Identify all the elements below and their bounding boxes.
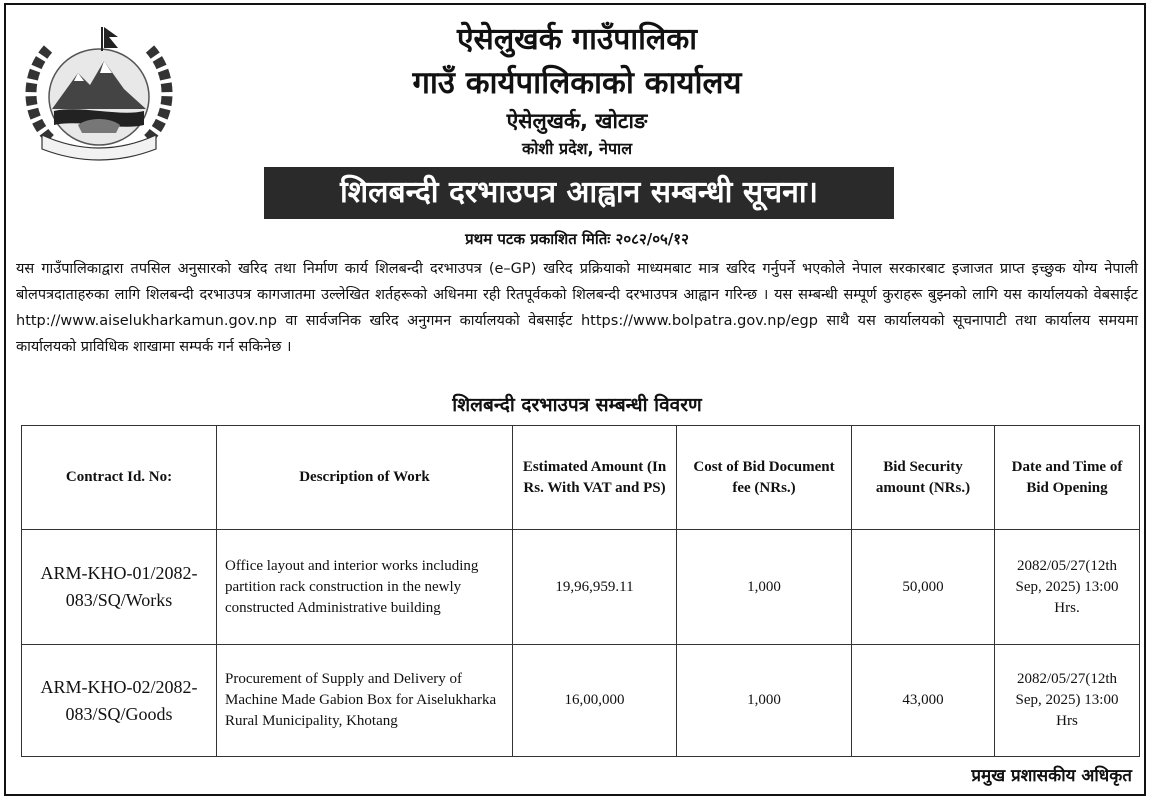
- header-document-fee: Cost of Bid Document fee (NRs.): [677, 426, 852, 530]
- document-fee: 1,000: [677, 530, 852, 645]
- office-location: ऐसेलुखर्क, खोटाङ: [506, 109, 648, 133]
- signature-title: प्रमुख प्रशासकीय अधिकृत: [971, 766, 1132, 786]
- contract-id: ARM-KHO-02/2082-083/SQ/Goods: [22, 645, 217, 757]
- estimated-amount: 16,00,000: [513, 645, 677, 757]
- bid-opening: 2082/05/27(12th Sep, 2025) 13:00 Hrs: [995, 645, 1140, 757]
- header-bid-security: Bid Security amount (NRs.): [852, 426, 995, 530]
- table-title: शिलबन्दी दरभाउपत्र सम्बन्धी विवरण: [452, 394, 702, 416]
- estimated-amount: 19,96,959.11: [513, 530, 677, 645]
- header-contract-id: Contract Id. No:: [22, 426, 217, 530]
- work-description: Office layout and interior works including partition rack construction in the newly constructed Administrative building: [217, 530, 513, 645]
- bid-security: 43,000: [852, 645, 995, 757]
- table-row: [22, 645, 1140, 757]
- municipality-name: ऐसेलुखर्क गाउँपालिका: [456, 22, 698, 57]
- table-header-row: [22, 426, 1140, 530]
- header-estimated-amount: Estimated Amount (In Rs. With VAT and PS): [513, 426, 677, 530]
- bid-opening: 2082/05/27(12th Sep, 2025) 13:00 Hrs.: [995, 530, 1140, 645]
- notice-title: शिलबन्दी दरभाउपत्र आह्वान सम्बन्धी सूचना।: [264, 167, 894, 219]
- document-fee: 1,000: [677, 645, 852, 757]
- work-description: Procurement of Supply and Delivery of Machine Made Gabion Box for Aiselukharka Rural Municipality, Khotang: [217, 645, 513, 757]
- bid-details-table: [21, 425, 1140, 757]
- publication-date: प्रथम पटक प्रकाशित मितिः २०८२/०५/१२: [465, 230, 689, 248]
- notice-page: [4, 3, 1146, 796]
- header-description: Description of Work: [217, 426, 513, 530]
- province-country: कोशी प्रदेश, नेपाल: [521, 139, 633, 158]
- office-name: गाउँ कार्यपालिकाको कार्यालय: [412, 65, 742, 101]
- header-bid-opening: Date and Time of Bid Opening: [995, 426, 1140, 530]
- bid-security: 50,000: [852, 530, 995, 645]
- table-row: [22, 530, 1140, 645]
- contract-id: ARM-KHO-01/2082-083/SQ/Works: [22, 530, 217, 645]
- notice-body: यस गाउँपालिकाद्वारा तपसिल अनुसारको खरिद तथा निर्माण कार्य शिलबन्दी दरभाउपत्र (e–GP) खरिद प्रक्रियाको माध्यमबाट मात्र खरिद गर्नुपर्ने भएकोले नेपाल सरकारबाट इजाजत प्राप्त इच्छुक योग्य नेपाली बोलपत्रदाताहरुका लागि शिलबन्दी दरभाउपत्र कागजातमा उल्लेखित शर्तहरूको अधिनमा रही रितपूर्वकको शिलबन्दी दरभाउपत्र आह्वान गरिन्छ । यस सम्बन्धी सम्पूर्ण कुराहरू बुझ्नको लागि यस कार्यालयको वेबसाईट http://www.aiselukharkamun.gov.np वा सार्वजनिक खरिद अनुगमन कार्यालयको वेबसाईट https://www.bolpatra.gov.np/egp साथै यस कार्यालयको सूचनापाटी तथा कार्यालय समयमा कार्यालयको प्राविधिक शाखामा सम्पर्क गर्न सकिनेछ ।: [16, 261, 1138, 355]
